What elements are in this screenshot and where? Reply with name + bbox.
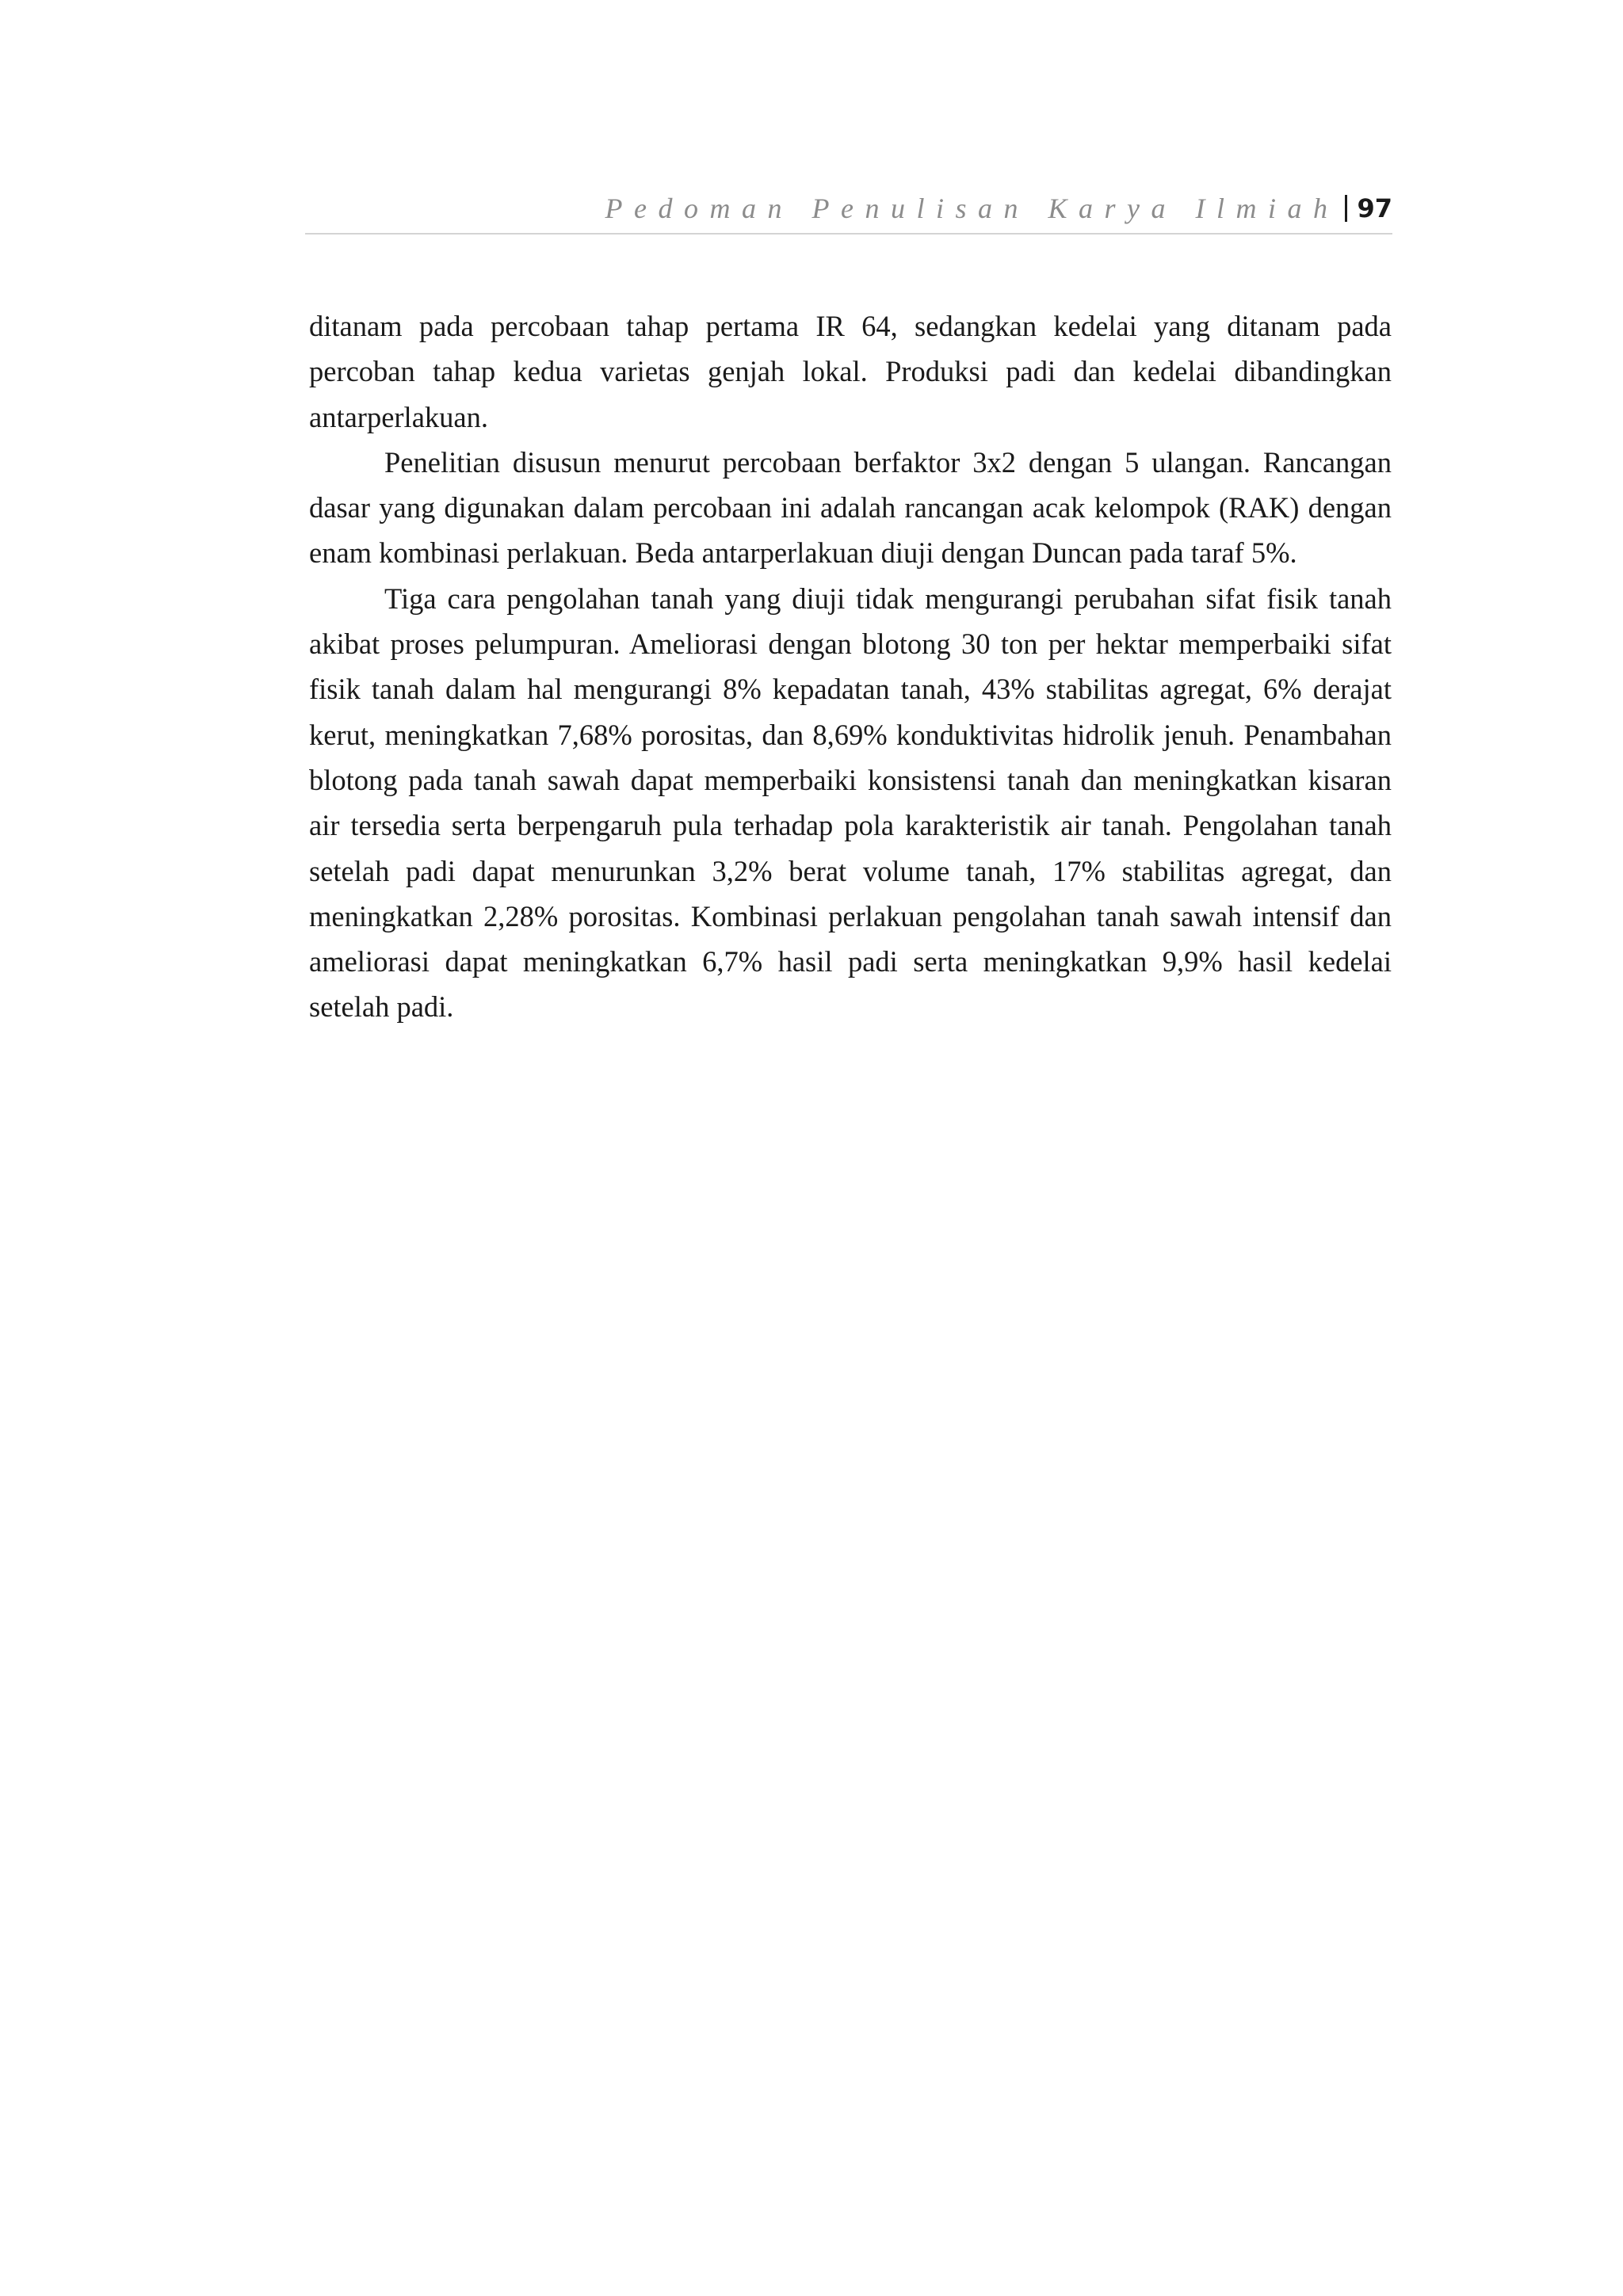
- book-title: Pedoman Penulisan Karya Ilmiah: [605, 193, 1339, 224]
- header-separator: [1345, 195, 1347, 222]
- paragraph-research-design: Penelitian disusun menurut percobaan berfaktor 3x2 dengan 5 ulangan. Rancangan dasar yang digunakan dalam percobaan ini adalah rancangan acak kelompok (RAK) dengan enam kombinasi perlakuan. Beda antarperlakuan diuji dengan Duncan pada taraf 5%.: [309, 445, 1392, 570]
- running-header: [305, 184, 1392, 235]
- paragraph-results: Tiga cara pengolahan tanah yang diuji tidak mengurangi perubahan sifat fisik tanah akibat proses pelumpuran. Ameliorasi dengan blotong 30 ton per hektar memperbaiki sifat fisik tanah dalam hal mengurangi 8% kepadatan tanah, 43% stabilitas agregat, 6% derajat kerut, meningkatkan 7,68% porositas, dan 8,69% konduktivitas hidrolik jenuh. Penambahan blotong pada tanah sawah dapat memperbaiki konsistensi tanah dan meningkatkan kisaran air tersedia serta berpengaruh pula terhadap pola karakteristik air tanah. Pengolahan tanah setelah padi dapat menurunkan 3,2% berat volume tanah, 17% stabilitas agregat, dan meningkatkan 2,28% porositas. Kombinasi perlakuan pengolahan tanah sawah intensif dan ameliorasi dapat meningkatkan 6,7% hasil padi serta meningkatkan 9,9% hasil kedelai setelah padi.: [309, 582, 1392, 1024]
- paragraph-continuation: ditanam pada percobaan tahap pertama IR 64, sedangkan kedelai yang ditanam pada percoban tahap kedua varietas genjah lokal. Produksi padi dan kedelai dibandingkan antarperlakuan.: [309, 310, 1392, 433]
- page-number: 97: [1357, 193, 1392, 223]
- body-text: [309, 303, 1392, 1030]
